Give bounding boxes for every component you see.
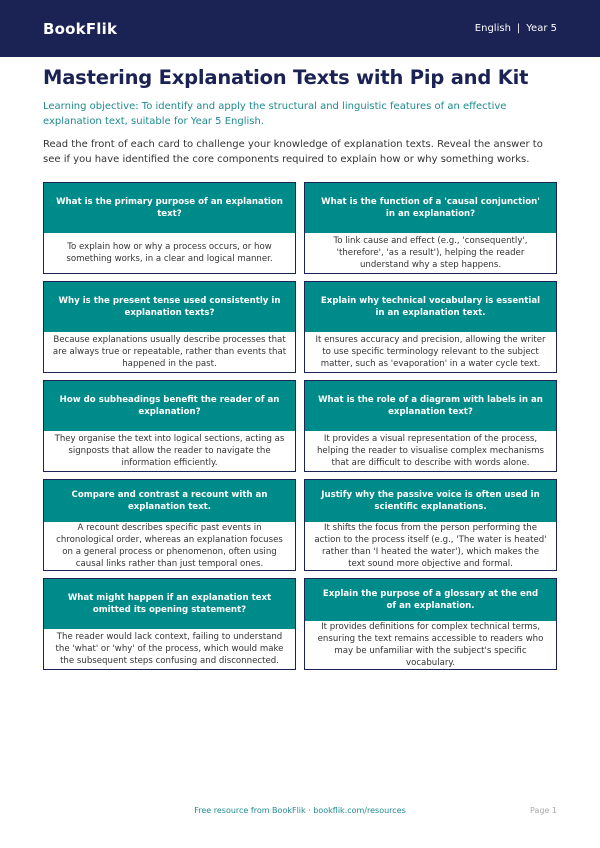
card-answer: To explain how or why a process occurs, or how something works, in a clear and logical manner.	[66, 242, 273, 264]
subject-label: English	[474, 23, 511, 34]
card-answer: It ensures accuracy and precision, allowing the writer to use specific terminology relevant to the subject matter, such as 'evaporation' in a water cycle text.	[315, 335, 546, 369]
header-meta	[475, 23, 557, 34]
flashcard[interactable]	[43, 578, 296, 670]
flashcard[interactable]	[43, 182, 296, 274]
flashcard[interactable]	[43, 281, 296, 373]
card-answer: A recount describes specific past events in chronological order, whereas an explanation focuses on a general process or phenomenon, often using causal links rather than just temporal ones.	[56, 523, 283, 569]
card-question: Explain why technical vocabulary is essential in an explanation text.	[305, 282, 556, 332]
flashcard[interactable]	[43, 380, 296, 472]
flashcard-grid	[43, 182, 557, 670]
page-title: Mastering Explanation Texts with Pip and Kit	[43, 66, 529, 89]
header-separator: |	[516, 23, 521, 34]
brand-logo-text[interactable]: BookFlik	[43, 19, 118, 38]
flashcard[interactable]	[43, 479, 296, 571]
flashcard[interactable]	[304, 479, 557, 571]
card-answer: To link cause and effect (e.g., 'consequently', 'therefore', 'as a result'), helping the reader understand why a step happens.	[333, 236, 528, 270]
card-question: What is the primary purpose of an explanation text?	[44, 183, 295, 233]
card-question: What is the role of a diagram with labels in an explanation text?	[305, 381, 556, 431]
card-question: Why is the present tense used consistently in explanation texts?	[44, 282, 295, 332]
card-answer: They organise the text into logical sections, acting as signposts that allow the reader to navigate the information efficiently.	[54, 434, 285, 468]
flashcard[interactable]	[304, 281, 557, 373]
flashcard[interactable]	[304, 182, 557, 274]
card-answer: It shifts the focus from the person performing the action to the process itself (e.g., 'The water is heated' rather than 'I heated the water'), which makes the text sound more objective and formal.	[314, 523, 547, 569]
card-question: How do subheadings benefit the reader of an explanation?	[44, 381, 295, 431]
card-question: What might happen if an explanation text omitted its opening statement?	[44, 579, 295, 629]
card-answer: The reader would lack context, failing to understand the 'what' or 'why' of the process, which would make the subsequent steps confusing and disconnected.	[55, 632, 284, 666]
card-answer: Because explanations usually describe processes that are always true or repeatable, rather than events that happened in the past.	[52, 335, 287, 369]
learning-objective: Learning objective: To identify and apply the structural and linguistic features of an effective explanation text, suitable for Year 5 English.	[43, 101, 507, 127]
year-label: Year 5	[526, 23, 557, 34]
card-question: What is the function of a 'causal conjunction' in an explanation?	[305, 183, 556, 233]
card-answer: It provides definitions for complex technical terms, ensuring the text remains accessible to readers who may be unfamiliar with the subject's specific vocabulary.	[317, 622, 544, 668]
card-question: Justify why the passive voice is often used in scientific explanations.	[305, 480, 556, 522]
card-question: Compare and contrast a recount with an explanation text.	[44, 480, 295, 522]
card-answer: It provides a visual representation of the process, helping the reader to visualise complex mechanisms that are difficult to describe with words alone.	[316, 434, 545, 468]
flashcard[interactable]	[304, 578, 557, 670]
page-number: Page 1	[530, 806, 557, 815]
card-question: Explain the purpose of a glossary at the end of an explanation.	[305, 579, 556, 621]
intro-paragraph: Read the front of each card to challenge your knowledge of explanation texts. Reveal the answer to see if you have identified the core components required to explain how or why something works.	[43, 139, 543, 165]
page-header	[0, 0, 600, 57]
flashcard[interactable]	[304, 380, 557, 472]
footer-credit[interactable]: Free resource from BookFlik · bookflik.com/resources	[194, 806, 406, 815]
